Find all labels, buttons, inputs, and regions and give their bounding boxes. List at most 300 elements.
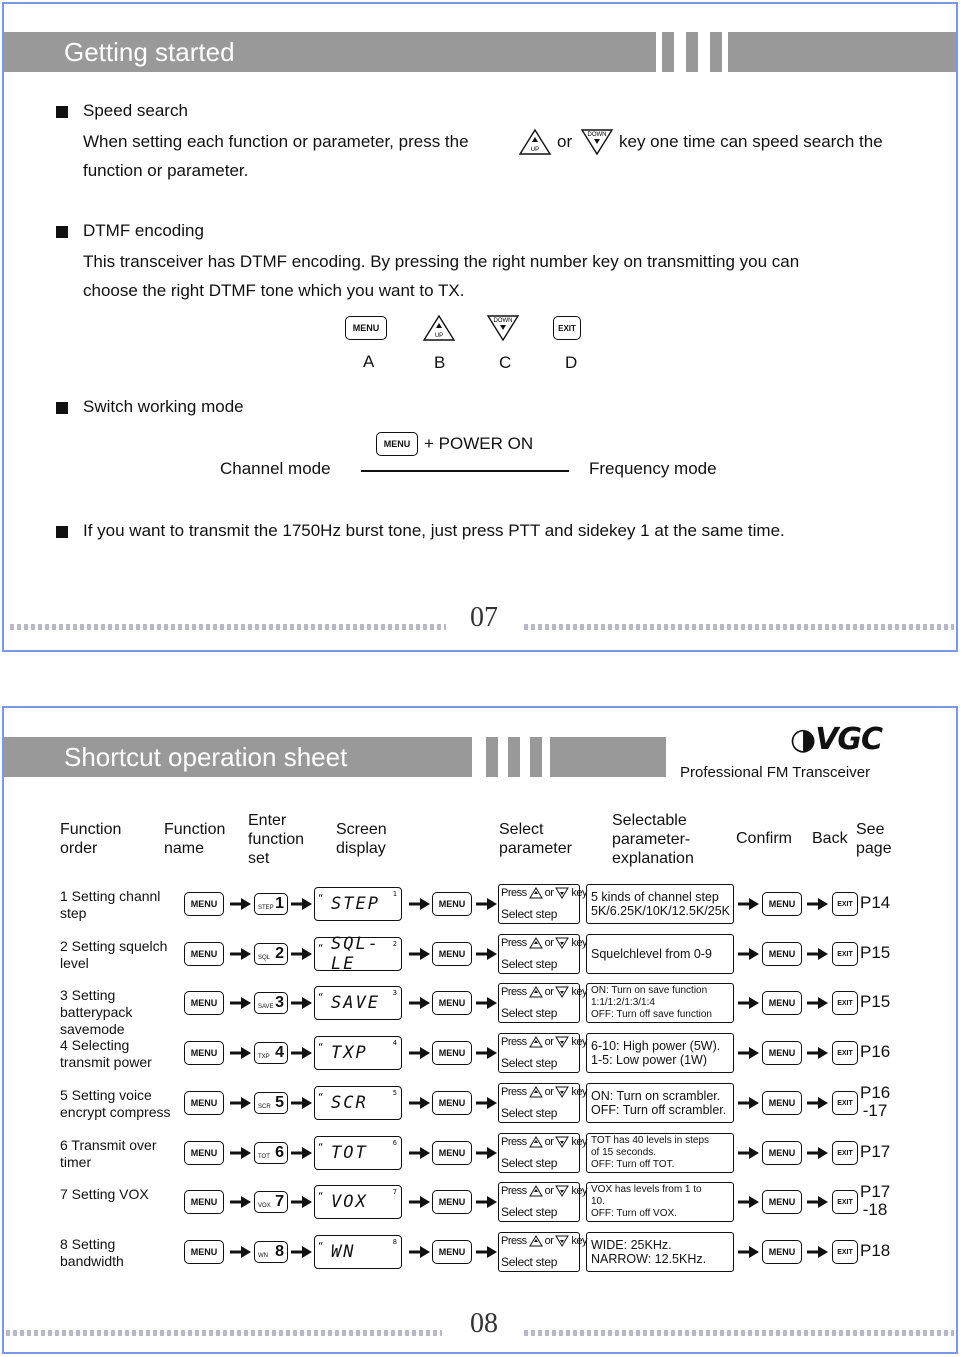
lcd-screen (314, 1235, 402, 1269)
header-select-parameter: Select parameter (499, 821, 572, 857)
function-label: 1 Setting channl step (60, 888, 161, 921)
select-step-text: Select step (501, 1006, 558, 1020)
parameter-line: NARROW: 12.5KHz. (591, 1252, 707, 1266)
arrow-right-icon (807, 1244, 829, 1260)
number-key-digit: 4 (275, 1044, 284, 1061)
number-key-digit: 6 (275, 1144, 284, 1161)
arrow-right-icon (476, 1045, 498, 1061)
lcd-quote-icon: “ (318, 1242, 326, 1252)
menu-key-icon: MENU (184, 942, 224, 966)
parameter-line: TOT has 40 levels in steps (591, 1135, 710, 1146)
number-key-icon (254, 893, 288, 915)
banner-tail (728, 32, 956, 72)
down-key-label: DOWN (493, 318, 513, 324)
key-text: key (571, 1136, 588, 1148)
select-step-text: Select step (501, 1156, 558, 1170)
lcd-text: WN (331, 1242, 356, 1262)
arrow-right-icon (476, 1244, 498, 1260)
or-text: or (544, 937, 554, 949)
up-key-icon (529, 1136, 543, 1148)
number-key-label: SQL (258, 955, 271, 961)
footer-dots (524, 624, 954, 630)
footer-dots (10, 624, 446, 630)
down-key-icon (555, 1185, 569, 1197)
parameter-line: VOX has levels from 1 to (591, 1184, 702, 1195)
up-key-icon (529, 887, 543, 899)
speed-search-heading: Speed search (83, 101, 188, 120)
key-text: key (571, 887, 588, 899)
dtmf-letter-d: D (565, 353, 578, 372)
press-text: Press (501, 1185, 527, 1197)
number-key-label: TXP (258, 1054, 270, 1060)
press-text: Press (501, 1136, 527, 1148)
up-key-label: UP (434, 333, 444, 339)
lcd-text: STEP (331, 894, 380, 914)
lcd-text: SQL-LE (331, 934, 380, 974)
page-number: 08 (470, 1308, 498, 1339)
key-text: key (571, 1235, 588, 1247)
select-step-text: Select step (501, 1056, 558, 1070)
channel-mode-label: Channel mode (220, 459, 331, 478)
select-parameter-box (498, 1232, 588, 1272)
arrow-right-icon (409, 1194, 431, 1210)
arrow-right-icon (476, 1095, 498, 1111)
press-text: Press (501, 937, 527, 949)
key-text: key (571, 1185, 588, 1197)
down-key-label: DOWN (587, 132, 607, 138)
arrow-right-icon (738, 1194, 760, 1210)
banner-stripe (508, 737, 520, 777)
lcd-screen (314, 1136, 402, 1170)
dtmf-text-1: This transceiver has DTMF encoding. By pressing the right number key on transmitting you can (83, 252, 800, 271)
parameter-line: Squelchlevel from 0-9 (591, 946, 712, 961)
arrow-right-icon (230, 1194, 252, 1210)
exit-key-icon: EXIT (553, 316, 581, 340)
number-key-digit: 1 (275, 895, 284, 912)
or-text: or (544, 1185, 554, 1197)
press-text: Press (501, 1235, 527, 1247)
exit-key-icon: EXIT (832, 1141, 858, 1165)
frequency-mode-label: Frequency mode (589, 459, 717, 478)
menu-key-icon: MENU (184, 892, 224, 916)
number-key-digit: 5 (275, 1094, 284, 1111)
arrow-right-icon (738, 1244, 760, 1260)
select-parameter-box (498, 1083, 588, 1123)
arrow-right-icon (807, 1095, 829, 1111)
arrow-right-icon (409, 946, 431, 962)
exit-key-icon: EXIT (832, 1240, 858, 1264)
menu-key-icon: MENU (376, 432, 418, 456)
arrow-right-icon (409, 1045, 431, 1061)
brand-logo (790, 722, 882, 757)
or-text: or (544, 1235, 554, 1247)
function-label: 7 Setting VOX (60, 1186, 149, 1202)
arrow-right-icon (291, 1145, 313, 1161)
arrow-right-icon (738, 1095, 760, 1111)
menu-key-icon: MENU (762, 991, 802, 1015)
number-key-label: SCR (258, 1104, 271, 1110)
bullet-icon (56, 226, 68, 238)
arrow-right-icon (230, 995, 252, 1011)
parameter-line: 1-5: Low power (1W) (591, 1053, 708, 1067)
arrow-right-icon (807, 1045, 829, 1061)
press-text: Press (501, 887, 527, 899)
select-parameter-box (498, 1133, 588, 1173)
parameter-explanation-box (586, 1033, 734, 1073)
see-page-label: P15 (860, 943, 891, 962)
parameter-line: OFF: Turn off TOT. (591, 1159, 675, 1170)
function-label: 6 Transmit over timer (60, 1137, 157, 1170)
menu-key-icon: MENU (184, 1041, 224, 1065)
press-text: Press (501, 986, 527, 998)
arrow-right-icon (409, 995, 431, 1011)
menu-key-icon: MENU (432, 942, 472, 966)
arrow-right-icon (476, 946, 498, 962)
arrow-right-icon (738, 1045, 760, 1061)
parameter-explanation-box (586, 1182, 734, 1222)
banner-stripe (486, 737, 498, 777)
exit-key-icon: EXIT (832, 991, 858, 1015)
lcd-number: 4 (392, 1039, 397, 1047)
parameter-explanation-box (586, 884, 734, 924)
lcd-number: 8 (392, 1238, 397, 1246)
menu-key-icon: MENU (184, 991, 224, 1015)
bullet-icon (56, 526, 68, 538)
number-key-icon (254, 1241, 288, 1263)
page-number: 07 (470, 602, 498, 633)
see-page-label: P17 (860, 1142, 891, 1161)
number-key-label: VOX (258, 1203, 271, 1209)
parameter-line: WIDE: 25KHz. (591, 1237, 672, 1252)
arrow-right-icon (738, 995, 760, 1011)
arrow-right-icon (291, 995, 313, 1011)
parameter-explanation-box (586, 1232, 734, 1272)
parameter-line: 1:1/1:2/1:3/1:4 (591, 997, 655, 1008)
lcd-quote-icon: “ (318, 1093, 326, 1103)
arrow-right-icon (230, 1045, 252, 1061)
key-text: key (571, 937, 588, 949)
or-text: or (544, 1136, 554, 1148)
number-key-icon (254, 1092, 288, 1114)
header-see-page: See page (856, 821, 892, 857)
down-key-icon (555, 986, 569, 998)
number-key-label: STEP (258, 905, 274, 911)
banner-stripe (710, 32, 722, 72)
press-text: Press (501, 1086, 527, 1098)
header-selectable-parameter: Selectable parameter- explanation (612, 812, 694, 867)
select-parameter-box (498, 1182, 588, 1222)
or-text: or (544, 986, 554, 998)
key-text: key (571, 1086, 588, 1098)
arrow-right-icon (291, 1194, 313, 1210)
dtmf-letter-c: C (499, 353, 512, 372)
lcd-screen (314, 934, 402, 974)
lcd-quote-icon: “ (318, 1192, 326, 1202)
menu-key-icon: MENU (184, 1190, 224, 1214)
menu-key-icon: MENU (762, 1091, 802, 1115)
parameter-line: of 15 seconds. (591, 1147, 657, 1158)
lcd-number: 1 (392, 890, 397, 898)
arrow-right-icon (291, 1095, 313, 1111)
exit-key-icon: EXIT (832, 1190, 858, 1214)
burst-tone-text: If you want to transmit the 1750Hz burst tone, just press PTT and sidekey 1 at the same time. (83, 521, 785, 540)
speed-search-text-a: When setting each function or parameter, press the (83, 132, 469, 151)
page-08 (2, 706, 958, 1354)
parameter-line: OFF: Turn off scrambler. (591, 1103, 727, 1117)
parameter-line: ON: Turn on scrambler. (591, 1088, 721, 1103)
select-step-text: Select step (501, 907, 558, 921)
select-step-text: Select step (501, 1255, 558, 1269)
key-text: key (571, 986, 588, 998)
menu-key-icon: MENU (432, 1091, 472, 1115)
arrow-right-icon (738, 896, 760, 912)
up-key-icon (422, 314, 456, 342)
header-function-order: Function order (60, 821, 122, 857)
parameter-explanation-box (586, 983, 734, 1023)
down-key-icon (555, 1235, 569, 1247)
lcd-text: TOT (331, 1143, 368, 1163)
header-function-name: Function name (164, 821, 226, 857)
function-label: 2 Setting squelch level (60, 938, 168, 971)
see-page-label: P16 -17 (860, 1083, 891, 1120)
menu-key-icon: MENU (184, 1091, 224, 1115)
menu-key-icon: MENU (432, 1141, 472, 1165)
arrow-right-icon (230, 1095, 252, 1111)
function-label: 8 Setting bandwidth (60, 1236, 124, 1269)
number-key-icon (254, 992, 288, 1014)
arrow-right-icon (476, 1145, 498, 1161)
arrow-right-icon (738, 946, 760, 962)
or-text: or (544, 1036, 554, 1048)
exit-key-icon: EXIT (832, 942, 858, 966)
lcd-quote-icon: “ (318, 894, 326, 904)
section-title: Getting started (64, 37, 235, 67)
arrow-right-icon (476, 896, 498, 912)
arrow-right-icon (409, 1244, 431, 1260)
arrow-right-icon (291, 946, 313, 962)
parameter-line: 6-10: High power (5W). (591, 1038, 721, 1053)
banner-stripe (530, 737, 542, 777)
section-banner (4, 737, 472, 777)
brand-logo-text: VGC (815, 722, 883, 757)
number-key-icon (254, 1042, 288, 1064)
lcd-quote-icon: “ (318, 993, 326, 1003)
footer-dots (6, 1330, 442, 1336)
number-key-label: TOT (258, 1154, 270, 1160)
dtmf-letter-a: A (363, 352, 375, 371)
header-screen-display: Screen display (336, 821, 387, 857)
bullet-icon (56, 106, 68, 118)
arrow-right-icon (291, 1244, 313, 1260)
number-key-label: SAVE (258, 1004, 274, 1010)
see-page-label: P17 -18 (860, 1182, 891, 1219)
number-key-digit: 7 (275, 1193, 284, 1210)
header-back: Back (812, 830, 848, 847)
lcd-screen (314, 887, 402, 921)
function-label: 4 Selecting transmit power (60, 1037, 152, 1070)
bullet-icon (56, 402, 68, 414)
arrow-right-icon (230, 1244, 252, 1260)
down-key-icon (580, 128, 614, 156)
arrow-right-icon (409, 1145, 431, 1161)
lcd-quote-icon: “ (318, 1043, 326, 1053)
select-parameter-box (498, 884, 588, 924)
arrow-right-icon (476, 995, 498, 1011)
parameter-line: 5 kinds of channel step (591, 889, 719, 904)
lcd-number: 5 (392, 1089, 397, 1097)
dtmf-heading: DTMF encoding (83, 221, 204, 240)
lcd-text: TXP (331, 1043, 368, 1063)
select-parameter-box (498, 983, 588, 1023)
up-key-icon (518, 128, 552, 156)
section-title: Shortcut operation sheet (64, 742, 348, 772)
arrow-right-icon (476, 1194, 498, 1210)
key-text: key (571, 1036, 588, 1048)
footer-dots (524, 1330, 954, 1336)
exit-key-icon: EXIT (832, 1091, 858, 1115)
exit-key-icon: EXIT (832, 892, 858, 916)
lcd-screen (314, 1086, 402, 1120)
up-key-icon (529, 986, 543, 998)
number-key-digit: 2 (275, 945, 284, 962)
arrow-right-icon (409, 896, 431, 912)
banner-tail (550, 737, 666, 777)
exit-key-icon: EXIT (832, 1041, 858, 1065)
up-key-icon (529, 1235, 543, 1247)
function-label: 5 Setting voice encrypt compress (60, 1087, 171, 1120)
menu-key-icon: MENU (184, 1240, 224, 1264)
parameter-line: OFF: Turn off save function (591, 1009, 712, 1020)
down-key-icon (555, 937, 569, 949)
see-page-label: P18 (860, 1241, 891, 1260)
mode-divider-line (361, 470, 569, 472)
up-key-icon (529, 937, 543, 949)
vgc-logo-icon: ◑ (790, 722, 816, 757)
menu-key-icon: MENU (762, 1240, 802, 1264)
menu-key-icon: MENU (762, 1190, 802, 1214)
select-step-text: Select step (501, 1205, 558, 1219)
number-key-icon (254, 943, 288, 965)
parameter-line: 5K/6.25K/10K/12.5K/25K (591, 904, 730, 918)
arrow-right-icon (409, 1095, 431, 1111)
up-key-icon (529, 1086, 543, 1098)
arrow-right-icon (807, 1194, 829, 1210)
speed-search-or: or (557, 132, 573, 151)
lcd-number: 6 (392, 1139, 397, 1147)
down-key-icon (555, 1036, 569, 1048)
menu-key-icon: MENU (432, 1190, 472, 1214)
down-key-icon (486, 314, 520, 342)
menu-key-icon: MENU (432, 1041, 472, 1065)
down-key-icon (555, 1136, 569, 1148)
select-step-text: Select step (501, 1106, 558, 1120)
lcd-quote-icon: “ (318, 944, 326, 954)
see-page-label: P15 (860, 992, 891, 1011)
parameter-explanation-box (586, 1133, 734, 1173)
down-key-icon (555, 1086, 569, 1098)
parameter-line: ON: Turn on save function (591, 985, 708, 996)
press-text: Press (501, 1036, 527, 1048)
parameter-explanation-box (586, 1083, 734, 1123)
menu-key-icon: MENU (432, 892, 472, 916)
speed-search-text-2: function or parameter. (83, 161, 249, 180)
down-key-icon (555, 887, 569, 899)
select-step-text: Select step (501, 957, 558, 971)
power-on-label: + POWER ON (424, 434, 534, 453)
up-key-icon (529, 1185, 543, 1197)
lcd-number: 7 (392, 1188, 397, 1196)
banner-stripe (686, 32, 698, 72)
menu-key-icon: MENU (762, 942, 802, 966)
or-text: or (544, 887, 554, 899)
arrow-right-icon (230, 1145, 252, 1161)
section-banner (4, 32, 656, 72)
arrow-right-icon (291, 1045, 313, 1061)
see-page-label: P14 (860, 893, 891, 912)
arrow-right-icon (807, 995, 829, 1011)
arrow-right-icon (807, 896, 829, 912)
number-key-icon (254, 1142, 288, 1164)
select-parameter-box (498, 934, 588, 974)
number-key-digit: 3 (275, 994, 284, 1011)
dtmf-letter-b: B (434, 353, 446, 372)
speed-search-text-b: key one time can speed search the (619, 132, 883, 151)
or-text: or (544, 1086, 554, 1098)
function-label: 3 Setting batterypack savemode (60, 987, 133, 1037)
lcd-screen (314, 1036, 402, 1070)
menu-key-icon: MENU (432, 1240, 472, 1264)
lcd-screen (314, 1185, 402, 1219)
arrow-right-icon (807, 1145, 829, 1161)
lcd-text: SAVE (331, 993, 380, 1013)
arrow-right-icon (291, 896, 313, 912)
brand-subtitle: Professional FM Transceiver (680, 764, 871, 781)
menu-key-icon: MENU (184, 1141, 224, 1165)
arrow-right-icon (738, 1145, 760, 1161)
menu-key-icon: MENU (345, 316, 387, 340)
menu-key-icon: MENU (762, 892, 802, 916)
arrow-right-icon (230, 946, 252, 962)
number-key-digit: 8 (275, 1243, 284, 1260)
header-enter-function-set: Enter function set (248, 812, 305, 867)
banner-stripe (662, 32, 674, 72)
menu-key-icon: MENU (762, 1141, 802, 1165)
number-key-label: WN (258, 1253, 268, 1259)
lcd-screen (314, 986, 402, 1020)
lcd-quote-icon: “ (318, 1143, 326, 1153)
lcd-number: 3 (392, 989, 397, 997)
up-key-icon (529, 1036, 543, 1048)
parameter-line: 10. (591, 1196, 605, 1207)
menu-key-icon: MENU (762, 1041, 802, 1065)
lcd-text: VOX (331, 1192, 368, 1212)
lcd-number: 2 (392, 940, 397, 948)
switch-mode-heading: Switch working mode (83, 397, 244, 416)
see-page-label: P16 (860, 1042, 891, 1061)
dtmf-text-2: choose the right DTMF tone which you want to TX. (83, 281, 465, 300)
header-confirm: Confirm (736, 830, 793, 847)
select-parameter-box (498, 1033, 588, 1073)
menu-key-icon: MENU (432, 991, 472, 1015)
arrow-right-icon (230, 896, 252, 912)
lcd-text: SCR (331, 1093, 368, 1113)
parameter-line: OFF: Turn off VOX. (591, 1208, 677, 1219)
page-07 (2, 2, 958, 652)
up-key-label: UP (530, 147, 540, 153)
arrow-right-icon (807, 946, 829, 962)
parameter-explanation-box (586, 934, 734, 974)
number-key-icon (254, 1191, 288, 1213)
